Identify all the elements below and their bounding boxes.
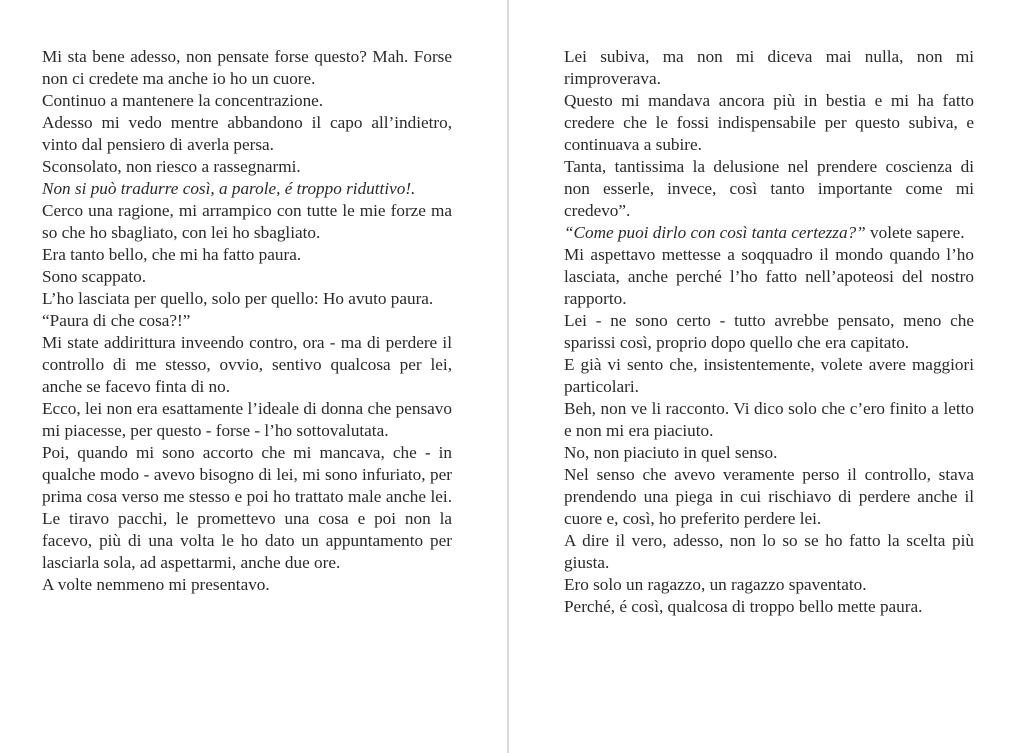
mixed-paragraph: [564, 222, 974, 244]
italic-paragraph: Non si può tradurre così, a parole, é troppo riduttivo!.: [42, 179, 416, 198]
italic-quote: “Come puoi dirlo con così tanta certezza?”: [564, 223, 866, 242]
paragraph: Poi, quando mi sono accorto che mi mancava, che - in qualche modo - avevo bisogno di lei, mi sono infuriato, per prima cosa verso me stesso e poi ho trattato male anche lei. Le tiravo pacchi, le promettevo una cosa e poi non la facevo, più di una volta le ho dato un appuntamento per lasciarla sola, ad aspettarmi, anche due ore.: [42, 443, 452, 572]
paragraph: A volte nemmeno mi presentavo.: [42, 575, 270, 594]
paragraph: Nel senso che avevo veramente perso il controllo, stava prendendo una piega in cui rischiavo di perdere anche il cuore e, così, ho preferito perdere lei.: [564, 465, 974, 528]
paragraph: L’ho lasciata per quello, solo per quello: Ho avuto paura.: [42, 289, 434, 308]
paragraph: Tanta, tantissima la delusione nel prendere coscienza di non esserle, invece, così tanto importante come mi credevo”.: [564, 157, 974, 220]
paragraph: Lei - ne sono certo - tutto avrebbe pensato, meno che sparissi così, proprio dopo quello che era capitato.: [564, 311, 974, 352]
paragraph: Mi aspettavo mettesse a soqquadro il mondo quando l’ho lasciata, anche perché l’ho fatto nell’apoteosi del nostro rapporto.: [564, 245, 974, 308]
paragraph: “Paura di che cosa?!”: [42, 311, 191, 330]
paragraph: Questo mi mandava ancora più in bestia e mi ha fatto credere che le fossi indispensabile per questo subiva, e continuava a subire.: [564, 91, 974, 154]
paragraph: A dire il vero, adesso, non lo so se ho fatto la scelta più giusta.: [564, 531, 974, 572]
paragraph: Mi state addirittura inveendo contro, ora - ma di perdere il controllo di me stesso, ovvio, sentivo qualcosa per lei, anche se facevo finta di no.: [42, 333, 452, 396]
paragraph: Mi sta bene adesso, non pensate forse questo? Mah. Forse non ci credete ma anche io ho un cuore.: [42, 47, 452, 88]
right-page: [564, 46, 974, 618]
paragraph: Beh, non ve li racconto. Vi dico solo che c’ero finito a letto e non mi era piaciuto.: [564, 399, 974, 440]
paragraph: Cerco una ragione, mi arrampico con tutte le mie forze ma so che ho sbagliato, con lei ho sbagliato.: [42, 201, 452, 242]
paragraph: Ecco, lei non era esattamente l’ideale di donna che pensavo mi piacesse, per questo - forse - l’ho sottovalutata.: [42, 399, 452, 440]
paragraph: Sconsolato, non riesco a rassegnarmi.: [42, 157, 301, 176]
paragraph: No, non piaciuto in quel senso.: [564, 443, 778, 462]
page-divider: [507, 0, 509, 753]
paragraph: E già vi sento che, insistentemente, volete avere maggiori particolari.: [564, 355, 974, 396]
paragraph: Continuo a mantenere la concentrazione.: [42, 91, 324, 110]
left-page: [42, 46, 452, 596]
paragraph: Era tanto bello, che mi ha fatto paura.: [42, 245, 302, 264]
paragraph: Lei subiva, ma non mi diceva mai nulla, non mi rimproverava.: [564, 47, 974, 88]
paragraph: Ero solo un ragazzo, un ragazzo spaventato.: [564, 575, 867, 594]
paragraph: Adesso mi vedo mentre abbandono il capo all’indietro, vinto dal pensiero di averla persa.: [42, 113, 452, 154]
paragraph: Perché, é così, qualcosa di troppo bello mette paura.: [564, 597, 923, 616]
quote-continuation: volete sapere.: [865, 223, 965, 242]
paragraph: Sono scappato.: [42, 267, 147, 286]
